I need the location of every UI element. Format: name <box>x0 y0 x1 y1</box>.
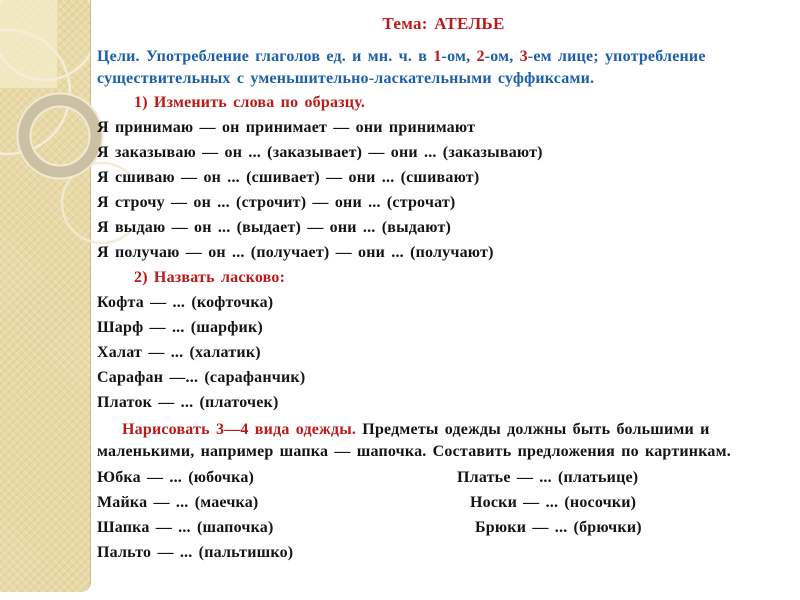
decorative-sidebar <box>0 0 91 592</box>
verb-exercise-line: Я строчу — он ... (строчит) — они ... (строчат) <box>97 194 456 211</box>
goals-segment: -ом, <box>441 48 477 65</box>
noun-exercise-line: Сарафан —... (сарафанчик) <box>97 369 306 386</box>
noun-exercise-line: Шарф — ... (шарфик) <box>97 319 263 336</box>
goals-segment: -ем лице; употребление существительных с уменьшительно-ласкательными суффиксами. <box>97 48 706 87</box>
goals-segment: -ом, <box>484 48 520 65</box>
goals-segment: 3 <box>519 48 528 65</box>
word-pair-cell: Шапка — ... (шапочка) <box>97 519 274 536</box>
goals-segment: 2 <box>476 48 485 65</box>
word-pair-cell: Брюки — ... (брючки) <box>475 519 642 536</box>
verb-exercise-line: Я принимаю — он принимает — они принимают <box>97 119 476 136</box>
word-pair-cell: Носки — ... (носочки) <box>470 494 637 511</box>
slide-content <box>97 14 790 569</box>
word-pair-cell: Платье — ... (платьице) <box>457 469 639 486</box>
task1-heading: 1) Изменить слова по образцу. <box>134 94 366 111</box>
noun-exercise-line: Кофта — ... (кофточка) <box>97 294 274 311</box>
task3-paragraph <box>97 419 790 463</box>
verb-exercise-line: Я выдаю — он ... (выдает) — они ... (выдают) <box>97 219 452 236</box>
noun-exercise-line: Халат — ... (халатик) <box>97 344 261 361</box>
slide-title: Тема: АТЕЛЬЕ <box>382 14 505 33</box>
verb-exercise-line: Я сшиваю — он ... (сшивает) — они ... (сшивают) <box>97 169 480 186</box>
noun-exercise-line: Платок — ... (платочек) <box>97 394 279 411</box>
word-pair-cell: Пальто — ... (пальтишко) <box>97 544 294 561</box>
goals-segment: Цели. Употребление глаголов ед. и мн. ч. в <box>97 48 434 65</box>
verb-exercise-line: Я заказываю — он ... (заказывает) — они ... (заказывают) <box>97 144 543 161</box>
task2-heading: 2) Назвать ласково: <box>134 269 286 286</box>
goals-segment: 1 <box>433 48 442 65</box>
task3-heading: Нарисовать 3—4 вида одежды. <box>122 421 357 438</box>
verb-exercise-line: Я получаю — он ... (получает) — они ... (получают) <box>97 244 494 261</box>
word-pair-cell: Юбка — ... (юбочка) <box>97 469 255 486</box>
word-columns <box>97 469 790 569</box>
word-pair-cell <box>457 544 790 561</box>
goals-paragraph <box>97 46 790 90</box>
task3-text: Предметы одежды должны быть большими и маленькими, например шапка — шапочка. Составить предложения по картинкам. <box>97 421 731 460</box>
word-pair-cell: Майка — ... (маечка) <box>97 494 259 511</box>
